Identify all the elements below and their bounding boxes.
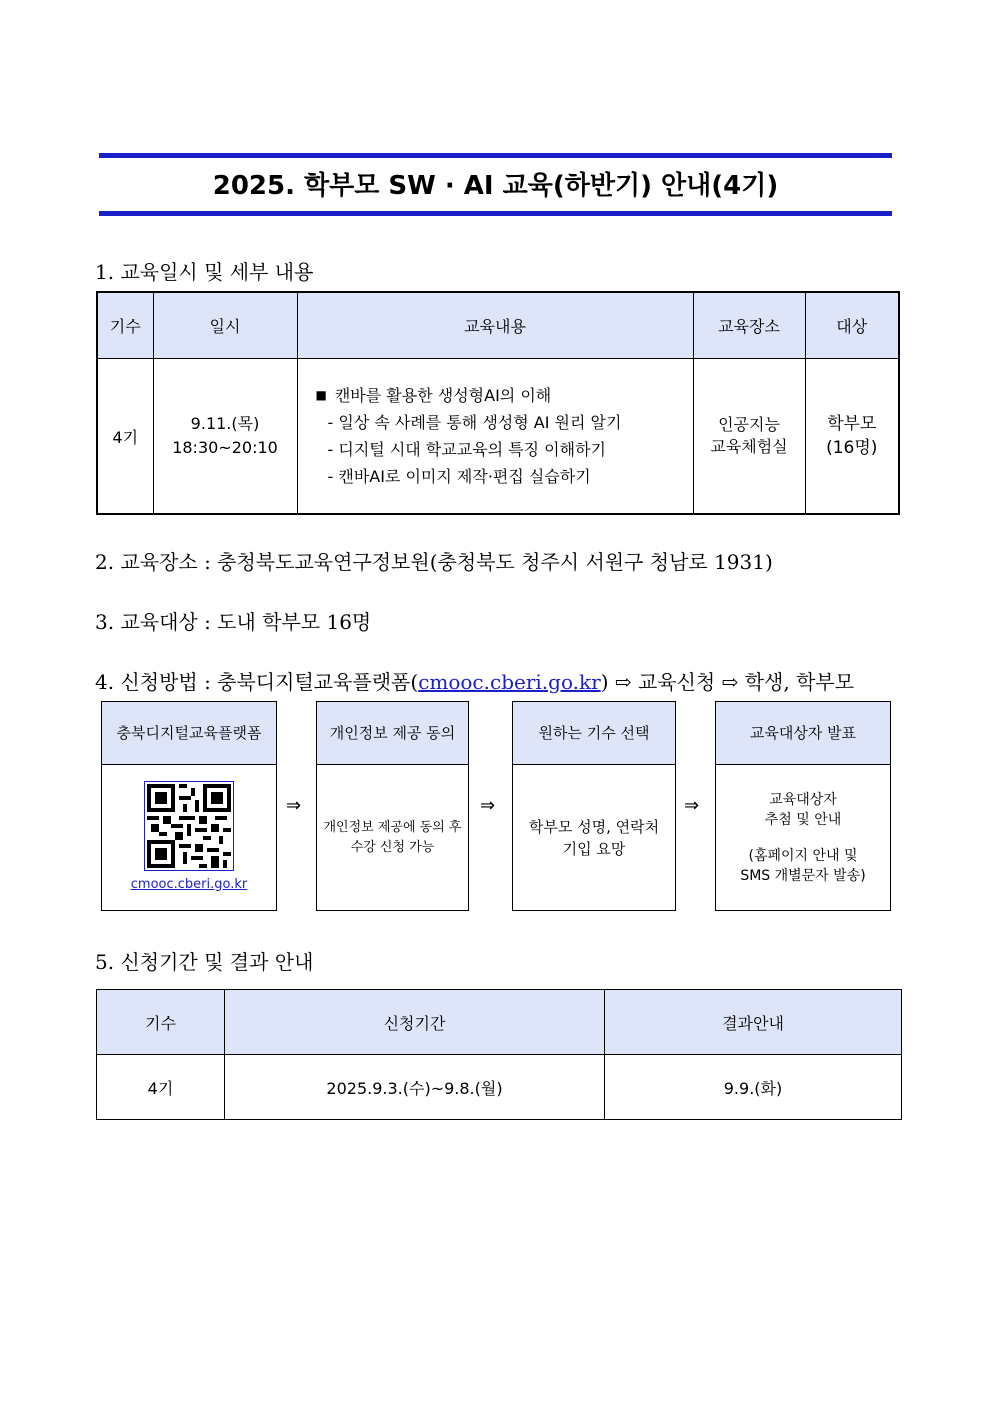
content-item: - 캔바AI로 이미지 제작·편집 실습하기 [327, 467, 591, 486]
apply-table [96, 989, 902, 1120]
header-cohort: 기수 [97, 292, 153, 359]
step-announcement: 교육대상자 발표 교육대상자 추첨 및 안내 (홈페이지 안내 및 SMS 개별문자 발송) [715, 701, 891, 911]
step-title: 개인정보 제공 동의 [317, 702, 468, 765]
cell-place: 인공지능 교육체험실 [693, 359, 805, 515]
header-cohort: 기수 [97, 990, 225, 1055]
qr-link[interactable]: cmooc.cberi.go.kr [130, 876, 248, 892]
section-2-heading: 2. 교육장소 : 충청북도교육연구정보원(충청북도 청주시 서원구 청남로 1931) [95, 550, 773, 574]
arrow-icon: ⇒ [480, 795, 496, 816]
arrow-icon: ⇒ [684, 795, 700, 816]
platform-link[interactable]: cmooc.cberi.go.kr [418, 670, 601, 694]
arrow-icon: ⇒ [286, 795, 302, 816]
cell-result: 9.9.(화) [605, 1055, 902, 1120]
cell-apply-period: 2025.9.3.(수)~9.8.(월) [225, 1055, 605, 1120]
schedule-table [96, 291, 900, 515]
header-target: 대상 [805, 292, 899, 359]
content-item: - 디지털 시대 학교교육의 특징 이해하기 [327, 440, 606, 459]
header-datetime: 일시 [153, 292, 297, 359]
step-title: 충북디지털교육플랫폼 [102, 702, 276, 765]
cell-content [297, 359, 693, 515]
section-3-heading: 3. 교육대상 : 도내 학부모 16명 [95, 610, 372, 634]
page-title: 2025. 학부모 SW · AI 교육(하반기) 안내(4기) [212, 171, 779, 201]
content-main: ■ 캔바를 활용한 생성형AI의 이해 [316, 382, 692, 409]
step-title: 교육대상자 발표 [716, 702, 890, 765]
section-1-heading: 1. 교육일시 및 세부 내용 [95, 260, 314, 284]
title-bottom-rule [99, 211, 892, 216]
cell-target: 학부모 (16명) [805, 359, 899, 515]
step-title: 원하는 기수 선택 [513, 702, 675, 765]
header-place: 교육장소 [693, 292, 805, 359]
time-text: 18:30~20:10 [172, 438, 278, 457]
cell-cohort: 4기 [97, 359, 153, 515]
date-text: 9.11.(목) [190, 414, 260, 433]
qr-code-icon[interactable] [144, 781, 234, 871]
table-row [97, 359, 899, 515]
step-platform [101, 701, 277, 911]
section-5-heading: 5. 신청기간 및 결과 안내 [95, 950, 314, 974]
step-consent: 개인정보 제공 동의 개인정보 제공에 동의 후 수강 신청 가능 [316, 701, 469, 911]
header-apply-period: 신청기간 [225, 990, 605, 1055]
header-result: 결과안내 [605, 990, 902, 1055]
step-select-cohort: 원하는 기수 선택 학부모 성명, 연락처 기입 요망 [512, 701, 676, 911]
cell-datetime [153, 359, 297, 515]
title-top-rule [99, 153, 892, 158]
header-content: 교육내용 [297, 292, 693, 359]
square-bullet-icon: ■ [315, 388, 327, 402]
section-4-heading: 4. 신청방법 : 충북디지털교육플랫폼(cmooc.cberi.go.kr) ⇨ 교육신청 ⇨ 학생, 학부모 [95, 670, 855, 694]
content-item: - 일상 속 사례를 통해 생성형 AI 원리 알기 [327, 413, 622, 432]
table-row [97, 1055, 902, 1120]
cell-cohort: 4기 [97, 1055, 225, 1120]
